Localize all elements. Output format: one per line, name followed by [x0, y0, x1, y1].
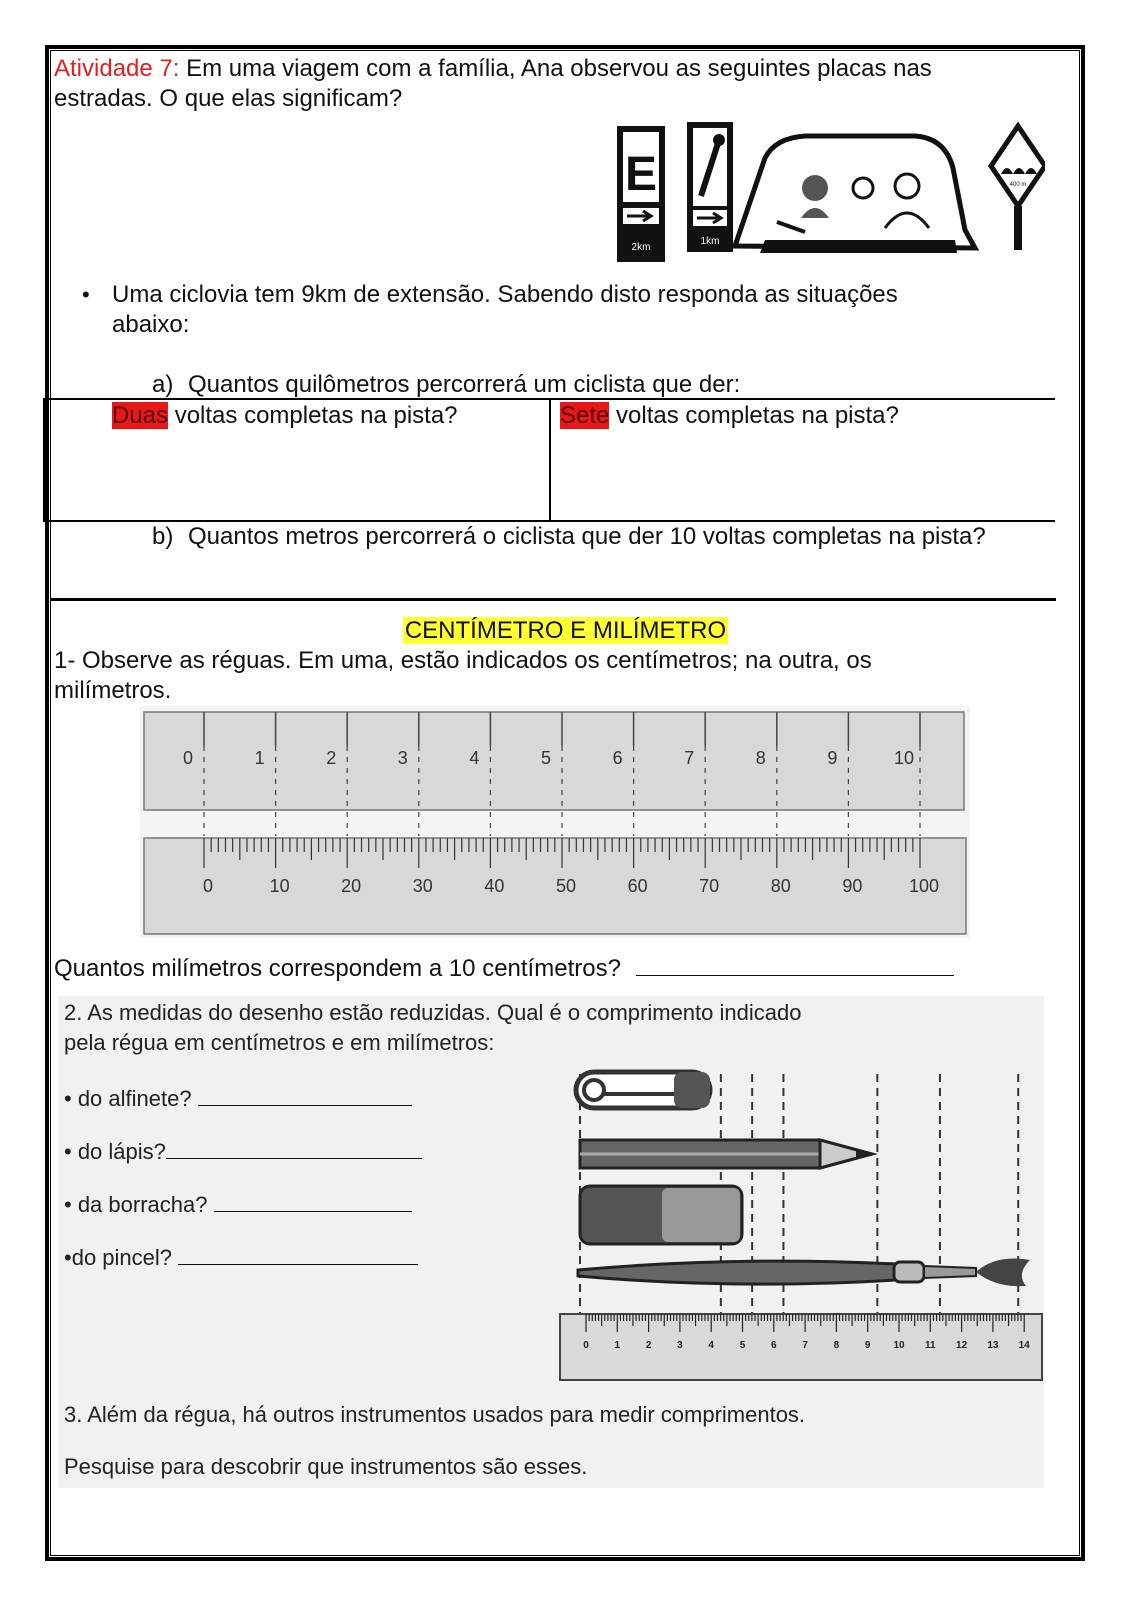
highlight-duas: Duas: [112, 402, 169, 429]
question-2-line1: 2. As medidas do desenho estão reduzidas. Qual é o comprimento indicado: [64, 1000, 802, 1025]
activity7-text: [54, 54, 1054, 114]
section-divider: [50, 598, 1056, 601]
small-ruler-label: 14: [1018, 1340, 1030, 1351]
bullet-dot: •: [82, 282, 90, 307]
speed-bump-sign-icon: [991, 126, 1045, 250]
left-cell-text: voltas completas na pista?: [168, 402, 458, 429]
mm-label: 10: [269, 876, 290, 896]
question-b: [152, 522, 986, 552]
cm-label: 2: [326, 748, 337, 768]
bike-bullet-line1: Uma ciclovia tem 9km de extensão. Sabendo disto responda as situações: [112, 281, 898, 308]
sign-distance-1: 2km: [631, 242, 651, 253]
question-b-text: Quantos metros percorrerá o ciclista que der 10 voltas completas na pista?: [188, 523, 986, 550]
sign-bump-distance: 400 m: [1009, 182, 1027, 188]
safety-pin-icon: [576, 1072, 710, 1108]
table-left-line: [43, 398, 45, 522]
cm-label: 7: [684, 748, 695, 768]
mm-label: 100: [908, 876, 940, 896]
small-ruler-label: 8: [833, 1340, 840, 1351]
eraser-icon: [580, 1186, 742, 1244]
item-alfinete: [64, 1083, 412, 1114]
small-ruler-label: 11: [925, 1340, 936, 1351]
activity7-line1: Em uma viagem com a família, Ana observou as seguintes placas nas: [179, 55, 932, 82]
question-a-text: Quantos quilômetros percorrerá um ciclista que der:: [188, 371, 741, 398]
cm-label: 6: [612, 748, 623, 768]
question-3-line2: Pesquise para descobrir que instrumentos são esses.: [64, 1454, 588, 1479]
right-cell-text: voltas completas na pista?: [609, 402, 899, 429]
activity7-label: Atividade 7:: [54, 55, 180, 82]
question-1-mm-text: Quantos milímetros correspondem a 10 centímetros?: [54, 955, 621, 982]
question-3-line1: 3. Além da régua, há outros instrumentos usados para medir comprimentos.: [64, 1402, 806, 1427]
answer-cell-right[interactable]: [560, 401, 899, 431]
cm-label: 5: [540, 748, 552, 768]
cm-label: 9: [827, 748, 838, 768]
cm-label: 3: [397, 748, 408, 768]
item-alfinete-label: • do alfinete?: [64, 1086, 192, 1111]
activity7-line2: estradas. O que elas significam?: [54, 85, 403, 112]
answer-blank-borracha[interactable]: [214, 1189, 412, 1212]
mm-label: 60: [627, 876, 648, 896]
small-ruler-label: 1: [614, 1340, 621, 1351]
cm-label: 10: [893, 748, 915, 768]
section-title: CENTÍMETRO E MILÍMETRO: [404, 617, 727, 644]
parking-sign-icon: [617, 126, 665, 262]
mm-label: 50: [555, 876, 577, 896]
answer-blank-lapis[interactable]: [166, 1136, 422, 1159]
item-pincel: [64, 1242, 418, 1273]
cm-label: 0: [182, 748, 194, 768]
mechanic-sign-icon: [687, 122, 733, 252]
sign-letter: E: [624, 148, 658, 201]
item-lapis: [64, 1136, 422, 1167]
item-borracha: [64, 1189, 412, 1220]
item-pincel-label: •do pincel?: [64, 1245, 173, 1270]
small-ruler-label: 7: [802, 1340, 808, 1351]
small-ruler-label: 13: [987, 1340, 999, 1351]
cm-ruler: [144, 712, 964, 810]
mm-label: 80: [770, 876, 791, 896]
car-icon: [735, 136, 975, 253]
question-a-marker: a): [152, 371, 174, 398]
pencil-icon: [580, 1140, 872, 1168]
mm-label: 90: [842, 876, 863, 896]
mm-label: 70: [699, 876, 720, 896]
answer-blank-pincel[interactable]: [178, 1242, 418, 1265]
item-lapis-label: • do lápis?: [64, 1139, 166, 1164]
question-1-line1: 1- Observe as réguas. Em uma, estão indicados os centímetros; na outra, os: [54, 647, 872, 674]
answer-blank-alfinete[interactable]: [198, 1083, 412, 1106]
question-1-mm: [54, 953, 954, 984]
small-ruler-label: 5: [739, 1340, 746, 1351]
question-b-marker: b): [152, 523, 174, 550]
question-a: [152, 370, 740, 400]
mm-label: 0: [202, 876, 214, 896]
question-2: [64, 998, 944, 1058]
item-borracha-label: • da borracha?: [64, 1192, 208, 1217]
small-ruler-label: 2: [645, 1340, 652, 1351]
question-2-line2: pela régua em centímetros e em milímetros:: [64, 1030, 495, 1055]
rulers-illustration: [140, 706, 970, 938]
highlight-sete: Sete: [560, 402, 610, 429]
mm-label: 20: [341, 876, 362, 896]
question-1-line2: milímetros.: [54, 677, 172, 704]
small-ruler: [560, 1314, 1042, 1380]
sign-distance-2: 1km: [700, 236, 720, 247]
cm-label: 8: [755, 748, 766, 768]
mm-label: 30: [412, 876, 433, 896]
small-ruler-label: 3: [677, 1340, 683, 1351]
mm-label: 40: [484, 876, 505, 896]
objects-ruler-illustration: [556, 1064, 1046, 1382]
answer-blank-mm[interactable]: [636, 953, 954, 976]
cm-label: 4: [469, 748, 480, 768]
small-ruler-label: 0: [583, 1340, 589, 1351]
question-1: [54, 646, 1054, 706]
answer-cell-left[interactable]: [112, 401, 458, 431]
small-ruler-label: 12: [956, 1340, 968, 1351]
road-signs-illustration: [615, 118, 1045, 268]
section-title-wrap: [0, 616, 1131, 646]
question-3-b: [64, 1452, 1024, 1482]
small-ruler-label: 6: [771, 1340, 777, 1351]
small-ruler-label: 10: [893, 1340, 905, 1351]
cm-label: 1: [254, 748, 265, 768]
paintbrush-icon: [578, 1259, 1030, 1287]
bike-bullet-line2: abaixo:: [112, 311, 190, 338]
small-ruler-label: 4: [708, 1340, 714, 1351]
question-3: [64, 1400, 1024, 1430]
table-middle-line: [549, 398, 551, 520]
small-ruler-label: 9: [864, 1340, 871, 1351]
bike-bullet-text: [112, 280, 1042, 340]
